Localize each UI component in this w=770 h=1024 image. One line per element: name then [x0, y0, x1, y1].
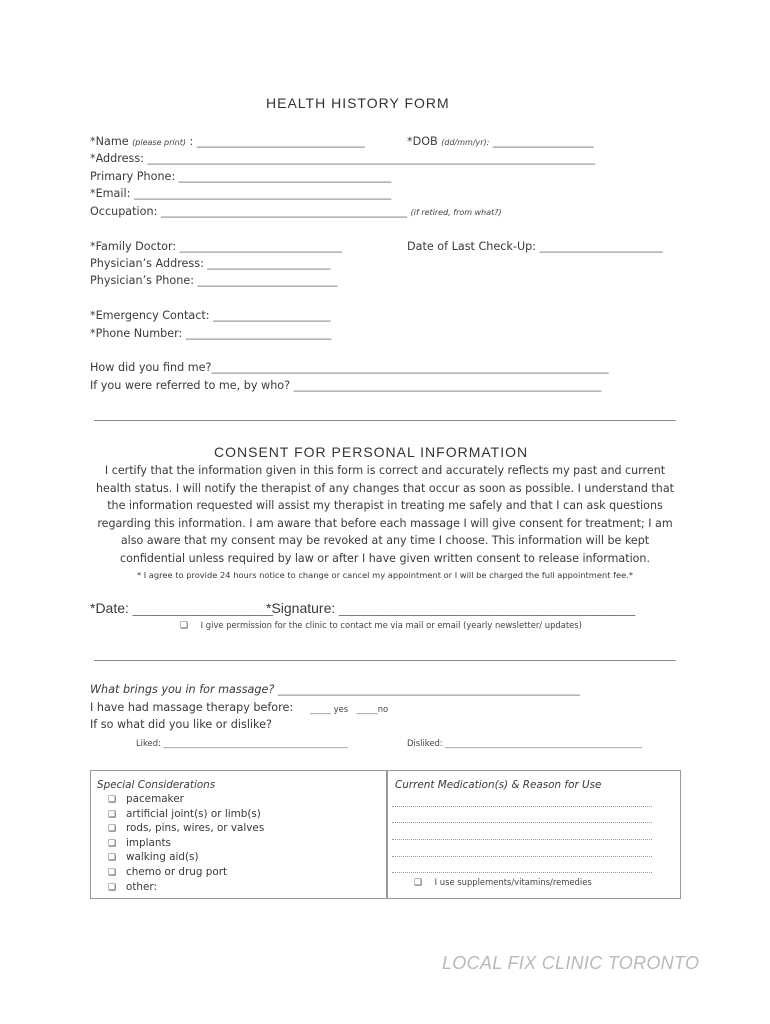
emergency-contact-label: *Emergency Contact:: [90, 309, 210, 322]
list-item[interactable]: ❑ rods, pins, wires, or valves: [108, 822, 264, 837]
email-label: *Email:: [90, 187, 131, 200]
emergency-contact-line[interactable]: _____________________: [209, 309, 331, 322]
liked-field[interactable]: [136, 738, 348, 748]
consent-paragraph: I certify that the information given in this form is correct and accurately reflects my past and current health status. I will notify the therapist of any changes that occur as soon as possible. I understand that the information requested will assist my therapist in treating me safely and that I can ask questions regarding this information. I am aware that before each massage I will give consent for treatment; I am also aware that my consent may be revoked at any time I choose. This information will be kept confidential unless required by law or after I have given written consent to release information.: [96, 464, 674, 565]
name-field[interactable]: *Name (please print) : ______________________________: [90, 135, 365, 148]
physician-phone-label: Physician’s Phone:: [90, 274, 194, 287]
supplements-option[interactable]: [414, 877, 592, 888]
physician-phone-field[interactable]: [90, 274, 337, 287]
checkbox-icon[interactable]: ❑: [180, 621, 189, 631]
occupation-field[interactable]: [90, 205, 502, 218]
signature-line[interactable]: ______________________________________: [335, 600, 636, 616]
special-considerations-list: [108, 793, 264, 895]
list-item[interactable]: ❑ pacemaker: [108, 793, 264, 808]
section-divider: [94, 660, 676, 661]
cancellation-notice: * I agree to provide 24 hours notice to change or cancel my appointment or I will be charged the full appointment fee.*: [136, 569, 634, 580]
no-line[interactable]: _____: [356, 704, 378, 714]
checkbox-icon[interactable]: ❑: [108, 809, 117, 820]
family-doctor-line[interactable]: _____________________________: [176, 240, 342, 253]
primary-phone-field[interactable]: [90, 170, 391, 183]
medication-line[interactable]: [392, 872, 652, 873]
email-field[interactable]: [90, 187, 391, 200]
medication-line[interactable]: [392, 822, 652, 823]
referred-by-field[interactable]: [90, 379, 601, 392]
checkbox-icon[interactable]: ❑: [108, 838, 117, 849]
date-line[interactable]: __________________: [128, 600, 273, 616]
form-title: HEALTH HISTORY FORM: [266, 95, 450, 111]
checkbox-icon[interactable]: ❑: [108, 853, 117, 864]
date-label: *Date:: [90, 600, 129, 616]
find-me-label: How did you find me?: [90, 361, 212, 374]
find-me-field[interactable]: [90, 361, 609, 374]
dob-hint: (dd/mm/yr):: [441, 138, 490, 147]
yes-line[interactable]: _____: [310, 704, 331, 714]
no-label: no: [377, 704, 389, 714]
disliked-field[interactable]: [407, 738, 642, 748]
checkbox-icon[interactable]: ❑: [108, 824, 117, 835]
contact-permission-label: I give permission for the clinic to contact me via mail or email (yearly newsletter/ updates): [200, 620, 582, 630]
supplements-label: I use supplements/vitamins/remedies: [434, 877, 592, 887]
list-item[interactable]: ❑ implants: [108, 837, 264, 852]
physician-address-line[interactable]: ______________________: [203, 257, 331, 270]
occupation-hint: (if retired, from what?): [410, 208, 502, 217]
signature-field[interactable]: [266, 600, 635, 616]
yes-label: yes: [333, 704, 349, 714]
physician-address-label: Physician’s Address:: [90, 257, 204, 270]
name-label: *Name: [90, 135, 129, 148]
massage-before-label: I have had massage therapy before:: [90, 701, 294, 714]
occupation-label: Occupation:: [90, 205, 158, 218]
massage-reason-label: What brings you in for massage?: [90, 683, 275, 696]
occupation-line[interactable]: ____________________________________________: [157, 205, 408, 218]
massage-reason-line[interactable]: ______________________________________________________: [274, 683, 580, 696]
dob-field[interactable]: [407, 135, 594, 148]
date-field[interactable]: [90, 600, 273, 616]
name-line[interactable]: ______________________________: [196, 135, 365, 148]
family-doctor-label: *Family Doctor:: [90, 240, 177, 253]
primary-phone-line[interactable]: ______________________________________: [175, 170, 392, 183]
emergency-phone-line[interactable]: __________________________: [182, 327, 332, 340]
checkup-line[interactable]: ______________________: [536, 240, 663, 253]
dob-line[interactable]: __________________: [489, 135, 594, 148]
liked-line[interactable]: ____________________________________________: [160, 738, 348, 748]
find-me-line[interactable]: _______________________________________________________________________: [211, 361, 609, 374]
consent-heading: CONSENT FOR PERSONAL INFORMATION: [214, 444, 529, 460]
massage-reason-field[interactable]: [90, 683, 580, 696]
signature-label: *Signature:: [266, 600, 336, 616]
checkup-field[interactable]: [407, 240, 663, 253]
emergency-contact-field[interactable]: [90, 309, 331, 322]
disliked-line[interactable]: _______________________________________________: [442, 738, 643, 748]
medication-line[interactable]: [392, 806, 652, 807]
physician-address-field[interactable]: [90, 257, 331, 270]
section-divider: [94, 420, 676, 421]
checkup-label: Date of Last Check-Up:: [407, 240, 537, 253]
consent-text-block: [88, 462, 682, 582]
likes-question: If so what did you like or dislike?: [90, 718, 272, 731]
checkbox-icon[interactable]: ❑: [414, 878, 423, 888]
physician-phone-line[interactable]: _________________________: [193, 274, 338, 287]
medication-heading: Current Medication(s) & Reason for Use: [395, 779, 602, 791]
family-doctor-field[interactable]: [90, 240, 342, 253]
clinic-footer-logo: LOCAL FIX CLINIC TORONTO: [442, 953, 700, 973]
name-hint: (please print): [132, 138, 186, 147]
checkbox-icon[interactable]: ❑: [108, 867, 117, 878]
referred-by-line[interactable]: _______________________________________________________: [290, 379, 602, 392]
dob-label: *DOB: [407, 135, 438, 148]
list-item[interactable]: ❑ chemo or drug port: [108, 866, 264, 881]
emergency-phone-field[interactable]: [90, 327, 331, 340]
special-considerations-heading: Special Considerations: [97, 779, 216, 791]
massage-before-options[interactable]: [310, 704, 388, 714]
checkbox-icon[interactable]: ❑: [108, 882, 117, 893]
list-item[interactable]: ❑ other:: [108, 881, 264, 896]
list-item[interactable]: ❑ artificial joint(s) or limb(s): [108, 808, 264, 823]
medication-line[interactable]: [392, 839, 652, 840]
email-line[interactable]: ______________________________________________: [130, 187, 392, 200]
address-line[interactable]: ________________________________________________________________________________: [143, 152, 595, 165]
list-item[interactable]: ❑ walking aid(s): [108, 851, 264, 866]
address-field[interactable]: [90, 152, 595, 165]
emergency-phone-label: *Phone Number:: [90, 327, 183, 340]
address-label: *Address:: [90, 152, 144, 165]
disliked-label: Disliked:: [407, 738, 443, 748]
medication-line[interactable]: [392, 856, 652, 857]
primary-phone-label: Primary Phone:: [90, 170, 176, 183]
liked-label: Liked:: [136, 738, 161, 748]
checkbox-icon[interactable]: ❑: [108, 795, 117, 805]
contact-permission-option[interactable]: [180, 620, 582, 631]
referred-by-label: If you were referred to me, by who?: [90, 379, 291, 392]
